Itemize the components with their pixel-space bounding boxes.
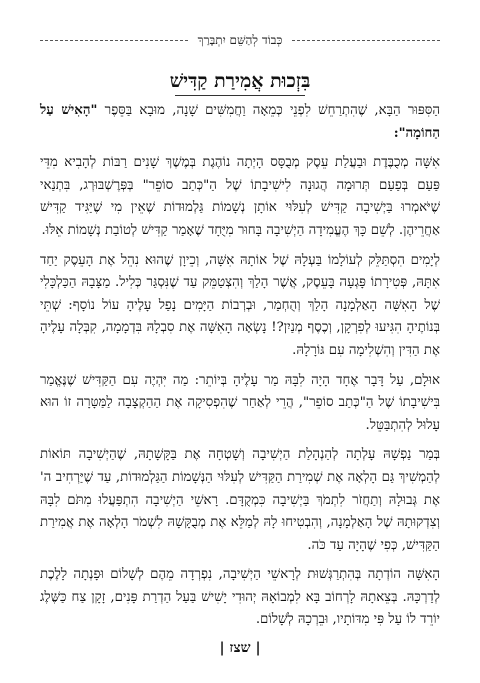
- paragraph: לְיָמִים הִסְתַּלֵּק לְעוֹלָמוֹ בַּעְלָהּ שֶׁל אוֹתָהּ אִשָּׁה, וְכֵיוָן שֶׁהוּא נִהֵל אֶת הָעֵסֶק יַחַד אִתָּהּ, פְּטִירָתוֹ פָּגְעָה בָּעֵסֶק, אֲשֶׁר הָלַךְ וְהִצְטַמֵּק עַד שֶׁנִּסְגַּר כְּלִיל. מַצָּבָהּ הַכַּלְכָּלִי שֶׁל הָאִשָּׁה הָאַלְמָנָה הָלַךְ וְהֻחְמַר, וּבְרְבוֹת הַיָּמִים נָפַל עָלֶיהָ עוֹל נוֹסָף: שְׁתֵּי בְּנוֹתֶיהָ הִגִּיעוּ לְפִרְקָן, וְכֶסֶף מְנַיִן?! נָשְׂאָה הָאִשָּׁה אֶת סִבְלָהּ בִּדְמָמָה, קִבְּלָה עָלֶיהָ אֶת הַדִּין וְהִשְׁלִימָה עִם גּוֹרָלָהּ.: [40, 252, 440, 358]
- intro-paragraph: [40, 100, 440, 145]
- paragraph: אוּלָם, עַל דָּבָר אֶחָד הָיָה לִבָּהּ מַר עָלֶיהָ בְּיוֹתֵר: מַה יִּהְיֶה עִם הַקַּדִּישׁ שֶׁנֶּאֱמַר בִּישִׁיבָתוֹ שֶׁל הַ"כְּתַב סוֹפֵר", הֲרֵי לְאַחַר שֶׁהִפְסִיקָה אֶת הַהַקְצָבָה לַמַּטָּרָה זוֹ הוּא עָלוּל לְהִתְבַּטֵּל.: [40, 372, 440, 433]
- chapter-title: בִּזְכוּת אֲמִירַת קַדִּישׁ: [169, 70, 311, 92]
- paragraph: אִשָּׁה מְכֻבֶּדֶת וּבַעֲלַת עֵסֶק מְבֻסָּס הָיְתָה נוֹהֶגֶת בְּמֶשֶׁךְ שָׁנִים רַבּוֹת לְהָבִיא מִדֵּי פַּעַם בְּפַעַם תְּרוּמָה הֲגוּנָה לִישִׁיבָתוֹ שֶׁל הַ"כְּתַב סוֹפֵר" בְּפְּרֶשְׁבּוּרְג, בִּתְנַאי שֶׁיֹּאמְרוּ בַּיְשִׁיבָה קַדִּישׁ לְעִלּוּי אוֹתָן נְשָׁמוֹת גַּלְמוּדוֹת שֶׁאֵין מִי שֶׁיַּגִּיד קַדִּישׁ אַחֲרֵיהֶן. לְשֵׁם כָּךְ הֶעֱמִידָה הַיְשִׁיבָה בָּחוּר מִיֻּחָד שֶׁאָמַר קַדִּישׁ לְטוֹבַת נְשָׁמוֹת אֵלּוּ.: [40, 155, 440, 238]
- running-header: [40, 30, 440, 50]
- paragraph: בְּמַר נַפְשָׁהּ עָלְתָה לְהַנְהָלַת הַיְשִׁיבָה וְשָׁטְחָה אֶת בַּקָּשָׁתָהּ, שֶׁהַיְשִׁיבָה תּוֹאוֹת לְהַמְשִׁיךְ גַּם הָלְאָה אֶת שְׁמִירַת הַקַּדִּישׁ לְעִלּוּי הַנְּשָׁמוֹת הַגַּלְמוּדוֹת, עַד שֶׁיַּרְחִיב ה' אֶת גְּבוּלָהּ וְתַחֲזֹר לִתְמֹךְ בַּיְשִׁיבָה כִּמְקֻדָּם. רָאשֵׁי הַיְשִׁיבָה הִתְפַּעֲלוּ מִתֹּם לִבָּהּ וְצִדְקוּתָהּ שֶׁל הָאַלְמָנָה, וְהִבְטִיחוּ לָהּ לְמַלֵּא אֶת מְבֻקָּשָׁהּ לִשְׁמֹר הָלְאָה אֶת אֲמִירַת הַקַּדִּישׁ, כְּפִי שֶׁהָיָה עַד כֹּה.: [40, 447, 440, 553]
- source-book-title: "הָאִישׁ עַל הַחוֹמָה":: [40, 103, 440, 141]
- header-divider-right: [292, 40, 440, 41]
- page-number: | שצז |: [219, 640, 261, 656]
- header-text: כְּבוֹד לְהַשֵּׁם יִתְבָּרַךְ: [197, 32, 283, 47]
- header-divider-left: [40, 40, 188, 41]
- title-underline: [175, 95, 305, 96]
- article-body: [40, 100, 440, 639]
- intro-text: הַסִּפּוּר הַבָּא, שֶׁהִתְרַחֵשׁ לִפְנֵי כְּמֵאָה וַחֲמִשִּׁים שָׁנָה, מוּבָא בַּסֵּפֶר: [104, 103, 441, 118]
- paragraph: הָאִשָּׁה הוֹדְתָה בְּהִתְרַגְּשׁוּת לְרָאשֵׁי הַיְשִׁיבָה, נִפְרְדָה מֵהֶם לְשָׁלוֹם וּפָנְתָה לָלֶכֶת לְדַרְכָּהּ. בְּצֵאתָהּ לָרְחוֹב בָּא לִמְבוֹאָהּ יְהוּדִי יָשִׁישׁ בַּעַל הַדְרַת פָּנִים, זָקָן צַח כַּשֶּׁלֶג יוֹרֵד לוֹ עַל פִּי מִדּוֹתָיו, וּבֵרְכָהּ לְשָׁלוֹם.: [40, 567, 440, 628]
